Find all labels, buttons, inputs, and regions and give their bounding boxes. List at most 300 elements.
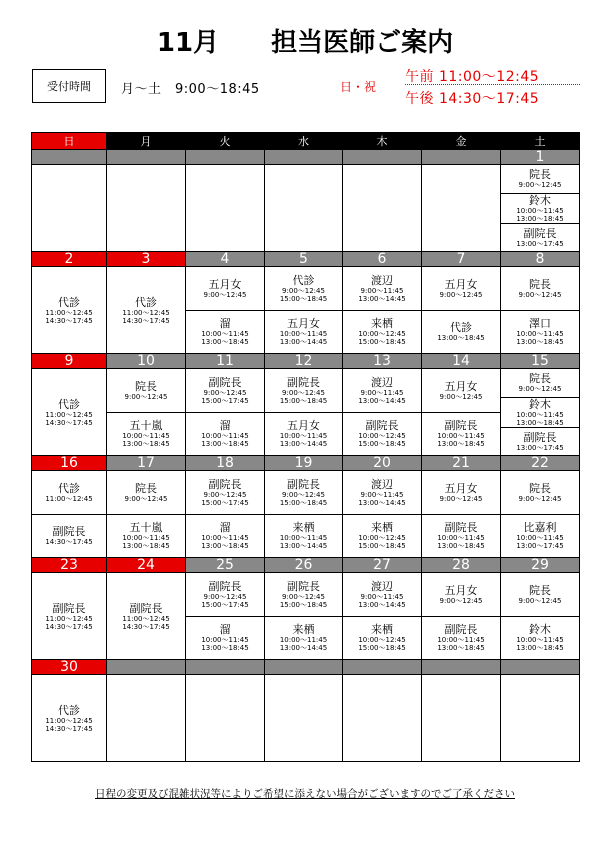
time-range: 9:00～12:45 xyxy=(439,494,483,503)
doctor-name: 代診 xyxy=(58,481,80,495)
doctor-name: 副院長 xyxy=(444,521,478,535)
time-range: 13:00～14:45 xyxy=(279,440,328,449)
time-range: 11:00～12:45 xyxy=(122,308,170,317)
weekday-header: 金 xyxy=(422,133,501,150)
day-cell xyxy=(32,369,107,456)
time-range: 13:00～18:45 xyxy=(516,214,564,223)
doctor-name: 院長 xyxy=(529,372,551,386)
time-range: 13:00～17:45 xyxy=(516,239,564,248)
time-range: 11:00～12:45 xyxy=(45,494,93,503)
doctor-name: 五月女 xyxy=(444,481,478,495)
doctor-slot xyxy=(265,573,342,616)
time-range: 15:00～17:45 xyxy=(201,396,249,405)
day-cell xyxy=(186,471,265,558)
time-range: 14:30～17:45 xyxy=(45,418,93,427)
doctor-name: 来栖 xyxy=(371,317,393,331)
date-number xyxy=(107,150,186,165)
doctor-slot xyxy=(343,412,421,456)
time-range: 13:00～17:45 xyxy=(516,443,564,452)
day-cell xyxy=(501,165,580,252)
doctor-name: 比嘉利 xyxy=(523,521,557,535)
day-cell xyxy=(422,573,501,660)
time-range: 13:00～18:45 xyxy=(437,542,485,551)
date-number: 7 xyxy=(422,252,501,267)
time-range: 13:00～18:45 xyxy=(437,440,485,449)
doctor-slot xyxy=(265,514,342,558)
doctor-slot xyxy=(501,573,579,616)
weekday-header: 水 xyxy=(265,133,343,150)
doctor-slot xyxy=(501,427,579,456)
time-range: 13:00～18:45 xyxy=(437,334,485,343)
doctor-name: 代診 xyxy=(135,295,157,309)
date-number: 19 xyxy=(265,456,343,471)
date-row xyxy=(32,150,580,165)
date-number: 1 xyxy=(501,150,580,165)
doctor-name: 五十嵐 xyxy=(129,521,163,535)
time-range: 9:00～12:45 xyxy=(203,290,247,299)
time-range: 9:00～12:45 xyxy=(203,490,247,499)
doctor-slot xyxy=(501,267,579,310)
doctor-name: 来栖 xyxy=(292,623,315,637)
day-cell xyxy=(343,369,422,456)
doctor-name: 副院長 xyxy=(444,623,478,637)
doctor-slot xyxy=(32,471,106,514)
date-number: 27 xyxy=(343,558,422,573)
date-number: 12 xyxy=(265,354,343,369)
doctor-name: 五月女 xyxy=(444,379,478,393)
day-cell xyxy=(107,471,186,558)
doctor-name: 鈴木 xyxy=(529,193,551,207)
doctor-name: 代診 xyxy=(58,703,80,717)
time-range: 10:00～11:45 xyxy=(279,636,328,645)
time-range: 13:00～14:45 xyxy=(358,294,406,303)
doctor-slot xyxy=(107,412,185,456)
doctor-slot xyxy=(501,369,579,397)
time-range: 15:00～18:45 xyxy=(279,600,328,609)
weekday-hours: 月～土 9:00～18:45 xyxy=(121,82,260,97)
date-row xyxy=(32,252,580,267)
time-range: 10:00～11:45 xyxy=(516,410,564,419)
date-row xyxy=(32,456,580,471)
day-cell xyxy=(32,267,107,354)
doctor-name: 院長 xyxy=(135,481,157,495)
day-cell xyxy=(422,675,501,762)
date-number xyxy=(265,150,343,165)
doctor-name: 渡辺 xyxy=(371,579,393,593)
doctor-name: 副院長 xyxy=(52,601,86,615)
schedule-row xyxy=(32,267,580,354)
day-cell xyxy=(186,165,265,252)
doctor-name: 五月女 xyxy=(444,583,478,597)
time-range: 13:00～18:45 xyxy=(516,418,564,427)
date-number xyxy=(422,150,501,165)
doctor-name: 副院長 xyxy=(208,477,242,491)
time-range: 14:30～17:45 xyxy=(45,538,93,547)
date-number: 25 xyxy=(186,558,265,573)
doctor-slot xyxy=(343,573,421,616)
footnote: 日程の変更及び混雑状況等によりご希望に添えない場合がございますのでご了承ください xyxy=(95,788,515,800)
time-range: 9:00～12:45 xyxy=(439,596,483,605)
time-range: 15:00～18:45 xyxy=(279,294,328,303)
time-range: 9:00～12:45 xyxy=(124,392,168,401)
day-cell xyxy=(501,267,580,354)
time-range: 15:00～17:45 xyxy=(201,498,249,507)
doctor-slot xyxy=(422,471,500,514)
doctor-slot xyxy=(501,223,579,252)
time-range: 14:30～17:45 xyxy=(45,316,93,325)
doctor-name: 来栖 xyxy=(292,521,315,535)
doctor-slot xyxy=(422,573,500,616)
doctor-slot xyxy=(107,369,185,412)
doctor-slot xyxy=(107,573,185,659)
day-cell xyxy=(186,369,265,456)
day-cell xyxy=(265,267,343,354)
time-range: 10:00～12:45 xyxy=(358,636,406,645)
doctor-schedule-calendar xyxy=(31,132,580,762)
time-range: 15:00～17:45 xyxy=(201,600,249,609)
doctor-name: 五十嵐 xyxy=(129,419,163,433)
day-cell xyxy=(32,675,107,762)
time-range: 13:00～14:45 xyxy=(358,396,406,405)
page-title: 11月 担当医師ご案内 xyxy=(156,28,454,58)
time-range: 10:00～11:45 xyxy=(437,534,485,543)
time-range: 13:00～14:45 xyxy=(279,644,328,653)
time-range: 9:00～12:45 xyxy=(518,385,562,394)
time-range: 15:00～18:45 xyxy=(279,396,328,405)
day-cell xyxy=(343,165,422,252)
weekday-header: 火 xyxy=(186,133,265,150)
day-cell xyxy=(501,471,580,558)
time-range: 9:00～11:45 xyxy=(360,286,404,295)
doctor-slot xyxy=(186,267,264,310)
date-number xyxy=(186,150,265,165)
doctor-slot xyxy=(107,514,185,558)
day-cell xyxy=(343,471,422,558)
time-range: 14:30～17:45 xyxy=(45,622,93,631)
day-cell xyxy=(422,471,501,558)
date-number xyxy=(501,660,580,675)
doctor-slot xyxy=(265,471,342,514)
day-cell xyxy=(265,675,343,762)
doctor-slot xyxy=(265,369,342,412)
doctor-name: 代診 xyxy=(58,397,80,411)
time-range: 9:00～11:45 xyxy=(360,388,404,397)
day-cell xyxy=(422,165,501,252)
day-cell xyxy=(32,471,107,558)
time-range: 9:00～11:45 xyxy=(360,490,404,499)
day-cell xyxy=(501,369,580,456)
time-range: 13:00～18:45 xyxy=(201,542,249,551)
date-number: 24 xyxy=(107,558,186,573)
time-range: 10:00～11:45 xyxy=(201,330,249,339)
day-cell xyxy=(343,573,422,660)
time-range: 10:00～11:45 xyxy=(516,534,564,543)
doctor-slot xyxy=(501,616,579,660)
date-number: 15 xyxy=(501,354,580,369)
doctor-name: 副院長 xyxy=(52,525,86,539)
doctor-name: 代診 xyxy=(58,295,80,309)
doctor-slot xyxy=(422,412,500,456)
time-range: 9:00～12:45 xyxy=(282,286,325,295)
date-number xyxy=(186,660,265,675)
time-range: 15:00～18:45 xyxy=(279,498,328,507)
time-range: 14:30～17:45 xyxy=(122,316,170,325)
time-range: 9:00～12:45 xyxy=(518,596,562,605)
doctor-name: 院長 xyxy=(135,379,157,393)
doctor-slot xyxy=(186,616,264,660)
date-number: 17 xyxy=(107,456,186,471)
time-range: 11:00～12:45 xyxy=(122,614,170,623)
day-cell xyxy=(265,369,343,456)
time-range: 9:00～12:45 xyxy=(203,388,247,397)
day-cell xyxy=(186,675,265,762)
doctor-name: 溜 xyxy=(219,317,231,331)
doctor-name: 五月女 xyxy=(287,419,320,433)
schedule-row xyxy=(32,675,580,762)
day-cell xyxy=(186,267,265,354)
doctor-slot xyxy=(265,310,342,354)
date-number: 21 xyxy=(422,456,501,471)
doctor-name: 副院長 xyxy=(208,579,242,593)
doctor-slot xyxy=(265,616,342,660)
time-range: 13:00～14:45 xyxy=(279,542,328,551)
date-number: 5 xyxy=(265,252,343,267)
date-number: 6 xyxy=(343,252,422,267)
doctor-name: 副院長 xyxy=(287,375,320,389)
doctor-slot xyxy=(32,369,106,455)
time-range: 10:00～11:45 xyxy=(437,432,485,441)
time-range: 11:00～12:45 xyxy=(45,308,93,317)
doctor-slot xyxy=(343,616,421,660)
doctor-name: 副院長 xyxy=(523,430,557,444)
weekday-header: 木 xyxy=(343,133,422,150)
doctor-slot xyxy=(32,675,106,761)
day-cell xyxy=(343,675,422,762)
time-range: 10:00～11:45 xyxy=(201,636,249,645)
time-range: 13:00～17:45 xyxy=(516,542,564,551)
day-cell xyxy=(343,267,422,354)
doctor-slot xyxy=(422,310,500,354)
doctor-slot xyxy=(422,267,500,310)
doctor-name: 院長 xyxy=(529,481,551,495)
date-number xyxy=(343,150,422,165)
date-number xyxy=(107,660,186,675)
date-row xyxy=(32,660,580,675)
time-range: 9:00～12:45 xyxy=(282,490,325,499)
time-range: 13:00～18:45 xyxy=(516,338,564,347)
doctor-slot xyxy=(343,471,421,514)
date-number: 13 xyxy=(343,354,422,369)
date-number: 14 xyxy=(422,354,501,369)
day-cell xyxy=(32,573,107,660)
time-range: 10:00～11:45 xyxy=(516,636,564,645)
weekday-header: 月 xyxy=(107,133,186,150)
time-range: 13:00～18:45 xyxy=(122,440,170,449)
time-range: 10:00～11:45 xyxy=(201,432,249,441)
date-number: 22 xyxy=(501,456,580,471)
time-range: 9:00～12:45 xyxy=(439,392,483,401)
doctor-slot xyxy=(32,267,106,353)
day-cell xyxy=(265,471,343,558)
reception-hours-label: 受付時間 xyxy=(32,69,106,103)
doctor-slot xyxy=(186,369,264,412)
divider xyxy=(405,84,580,85)
day-cell xyxy=(107,267,186,354)
time-range: 9:00～12:45 xyxy=(518,494,562,503)
doctor-name: 渡辺 xyxy=(371,375,393,389)
time-range: 9:00～12:45 xyxy=(439,290,483,299)
doctor-name: 五月女 xyxy=(444,277,478,291)
doctor-slot xyxy=(343,514,421,558)
doctor-slot xyxy=(422,369,500,412)
date-number: 2 xyxy=(32,252,107,267)
date-number: 3 xyxy=(107,252,186,267)
date-number: 20 xyxy=(343,456,422,471)
time-range: 13:00～18:45 xyxy=(437,644,485,653)
day-cell xyxy=(422,369,501,456)
time-range: 10:00～11:45 xyxy=(279,330,328,339)
date-number: 26 xyxy=(265,558,343,573)
date-number xyxy=(422,660,501,675)
date-row xyxy=(32,354,580,369)
time-range: 10:00～12:45 xyxy=(358,432,406,441)
time-range: 10:00～11:45 xyxy=(201,534,249,543)
date-number: 30 xyxy=(32,660,107,675)
doctor-name: 溜 xyxy=(219,623,231,637)
doctor-slot xyxy=(107,267,185,353)
time-range: 9:00～12:45 xyxy=(282,388,325,397)
time-range: 13:00～14:45 xyxy=(279,338,328,347)
date-number: 9 xyxy=(32,354,107,369)
date-number: 18 xyxy=(186,456,265,471)
doctor-slot xyxy=(32,573,106,659)
date-number: 28 xyxy=(422,558,501,573)
time-range: 10:00～12:45 xyxy=(358,534,406,543)
day-cell xyxy=(32,165,107,252)
weekday-header: 日 xyxy=(32,133,107,150)
day-cell xyxy=(107,369,186,456)
doctor-slot xyxy=(501,193,579,223)
doctor-name: 副院長 xyxy=(287,477,320,491)
holiday-pm-hours: 午後 14:30～17:45 xyxy=(405,91,540,107)
doctor-slot xyxy=(501,310,579,354)
doctor-slot xyxy=(501,514,579,558)
doctor-name: 澤口 xyxy=(529,317,551,331)
doctor-name: 鈴木 xyxy=(529,623,551,637)
doctor-slot xyxy=(343,310,421,354)
date-number xyxy=(343,660,422,675)
time-range: 9:00～12:45 xyxy=(518,181,562,190)
time-range: 9:00～12:45 xyxy=(518,290,562,299)
time-range: 13:00～18:45 xyxy=(516,644,564,653)
day-cell xyxy=(107,675,186,762)
doctor-slot xyxy=(422,514,500,558)
doctor-name: 五月女 xyxy=(208,277,242,291)
weekday-header-row xyxy=(32,133,580,150)
date-number: 10 xyxy=(107,354,186,369)
day-cell xyxy=(501,675,580,762)
day-cell xyxy=(107,573,186,660)
doctor-slot xyxy=(186,471,264,514)
weekday-header: 土 xyxy=(501,133,580,150)
doctor-name: 副院長 xyxy=(287,579,320,593)
date-number: 4 xyxy=(186,252,265,267)
doctor-name: 渡辺 xyxy=(371,477,393,491)
doctor-name: 副院長 xyxy=(444,419,478,433)
doctor-slot xyxy=(501,165,579,193)
schedule-row xyxy=(32,471,580,558)
doctor-name: 代診 xyxy=(292,273,315,287)
time-range: 10:00～11:45 xyxy=(122,534,170,543)
time-range: 9:00～12:45 xyxy=(203,592,247,601)
time-range: 9:00～11:45 xyxy=(360,592,404,601)
doctor-slot xyxy=(501,397,579,427)
date-number: 16 xyxy=(32,456,107,471)
time-range: 13:00～14:45 xyxy=(358,498,406,507)
time-range: 14:30～17:45 xyxy=(45,724,93,733)
doctor-slot xyxy=(422,616,500,660)
time-range: 13:00～14:45 xyxy=(358,600,406,609)
time-range: 11:00～12:45 xyxy=(45,614,93,623)
date-number: 8 xyxy=(501,252,580,267)
doctor-name: 鈴木 xyxy=(529,397,551,411)
doctor-name: 副院長 xyxy=(523,226,557,240)
time-range: 10:00～11:45 xyxy=(122,432,170,441)
doctor-name: 院長 xyxy=(529,168,551,182)
date-row xyxy=(32,558,580,573)
time-range: 15:00～18:45 xyxy=(358,440,406,449)
time-range: 9:00～12:45 xyxy=(124,494,168,503)
time-range: 10:00～11:45 xyxy=(279,534,328,543)
date-number: 11 xyxy=(186,354,265,369)
time-range: 9:00～12:45 xyxy=(282,592,325,601)
doctor-name: 副院長 xyxy=(129,601,163,615)
holiday-label: 日・祝 xyxy=(340,80,377,94)
doctor-slot xyxy=(32,514,106,558)
doctor-name: 溜 xyxy=(219,419,231,433)
time-range: 10:00～11:45 xyxy=(516,330,564,339)
date-number: 23 xyxy=(32,558,107,573)
day-cell xyxy=(107,165,186,252)
doctor-name: 来栖 xyxy=(371,623,393,637)
time-range: 11:00～12:45 xyxy=(45,716,93,725)
time-range: 13:00～18:45 xyxy=(201,644,249,653)
time-range: 13:00～18:45 xyxy=(122,542,170,551)
doctor-name: 院長 xyxy=(529,583,551,597)
doctor-slot xyxy=(186,310,264,354)
time-range: 15:00～18:45 xyxy=(358,338,406,347)
time-range: 10:00～11:45 xyxy=(516,206,564,215)
date-number xyxy=(265,660,343,675)
time-range: 10:00～11:45 xyxy=(437,636,485,645)
schedule-row xyxy=(32,369,580,456)
doctor-slot xyxy=(186,573,264,616)
doctor-name: 副院長 xyxy=(208,375,242,389)
time-range: 13:00～18:45 xyxy=(201,440,249,449)
doctor-name: 副院長 xyxy=(365,419,399,433)
time-range: 11:00～12:45 xyxy=(45,410,93,419)
day-cell xyxy=(265,573,343,660)
doctor-name: 五月女 xyxy=(287,317,320,331)
time-range: 13:00～18:45 xyxy=(201,338,249,347)
doctor-slot xyxy=(343,369,421,412)
time-range: 10:00～12:45 xyxy=(358,330,406,339)
doctor-name: 院長 xyxy=(529,277,551,291)
day-cell xyxy=(265,165,343,252)
time-range: 15:00～18:45 xyxy=(358,542,406,551)
time-range: 15:00～18:45 xyxy=(358,644,406,653)
doctor-slot xyxy=(265,267,342,310)
